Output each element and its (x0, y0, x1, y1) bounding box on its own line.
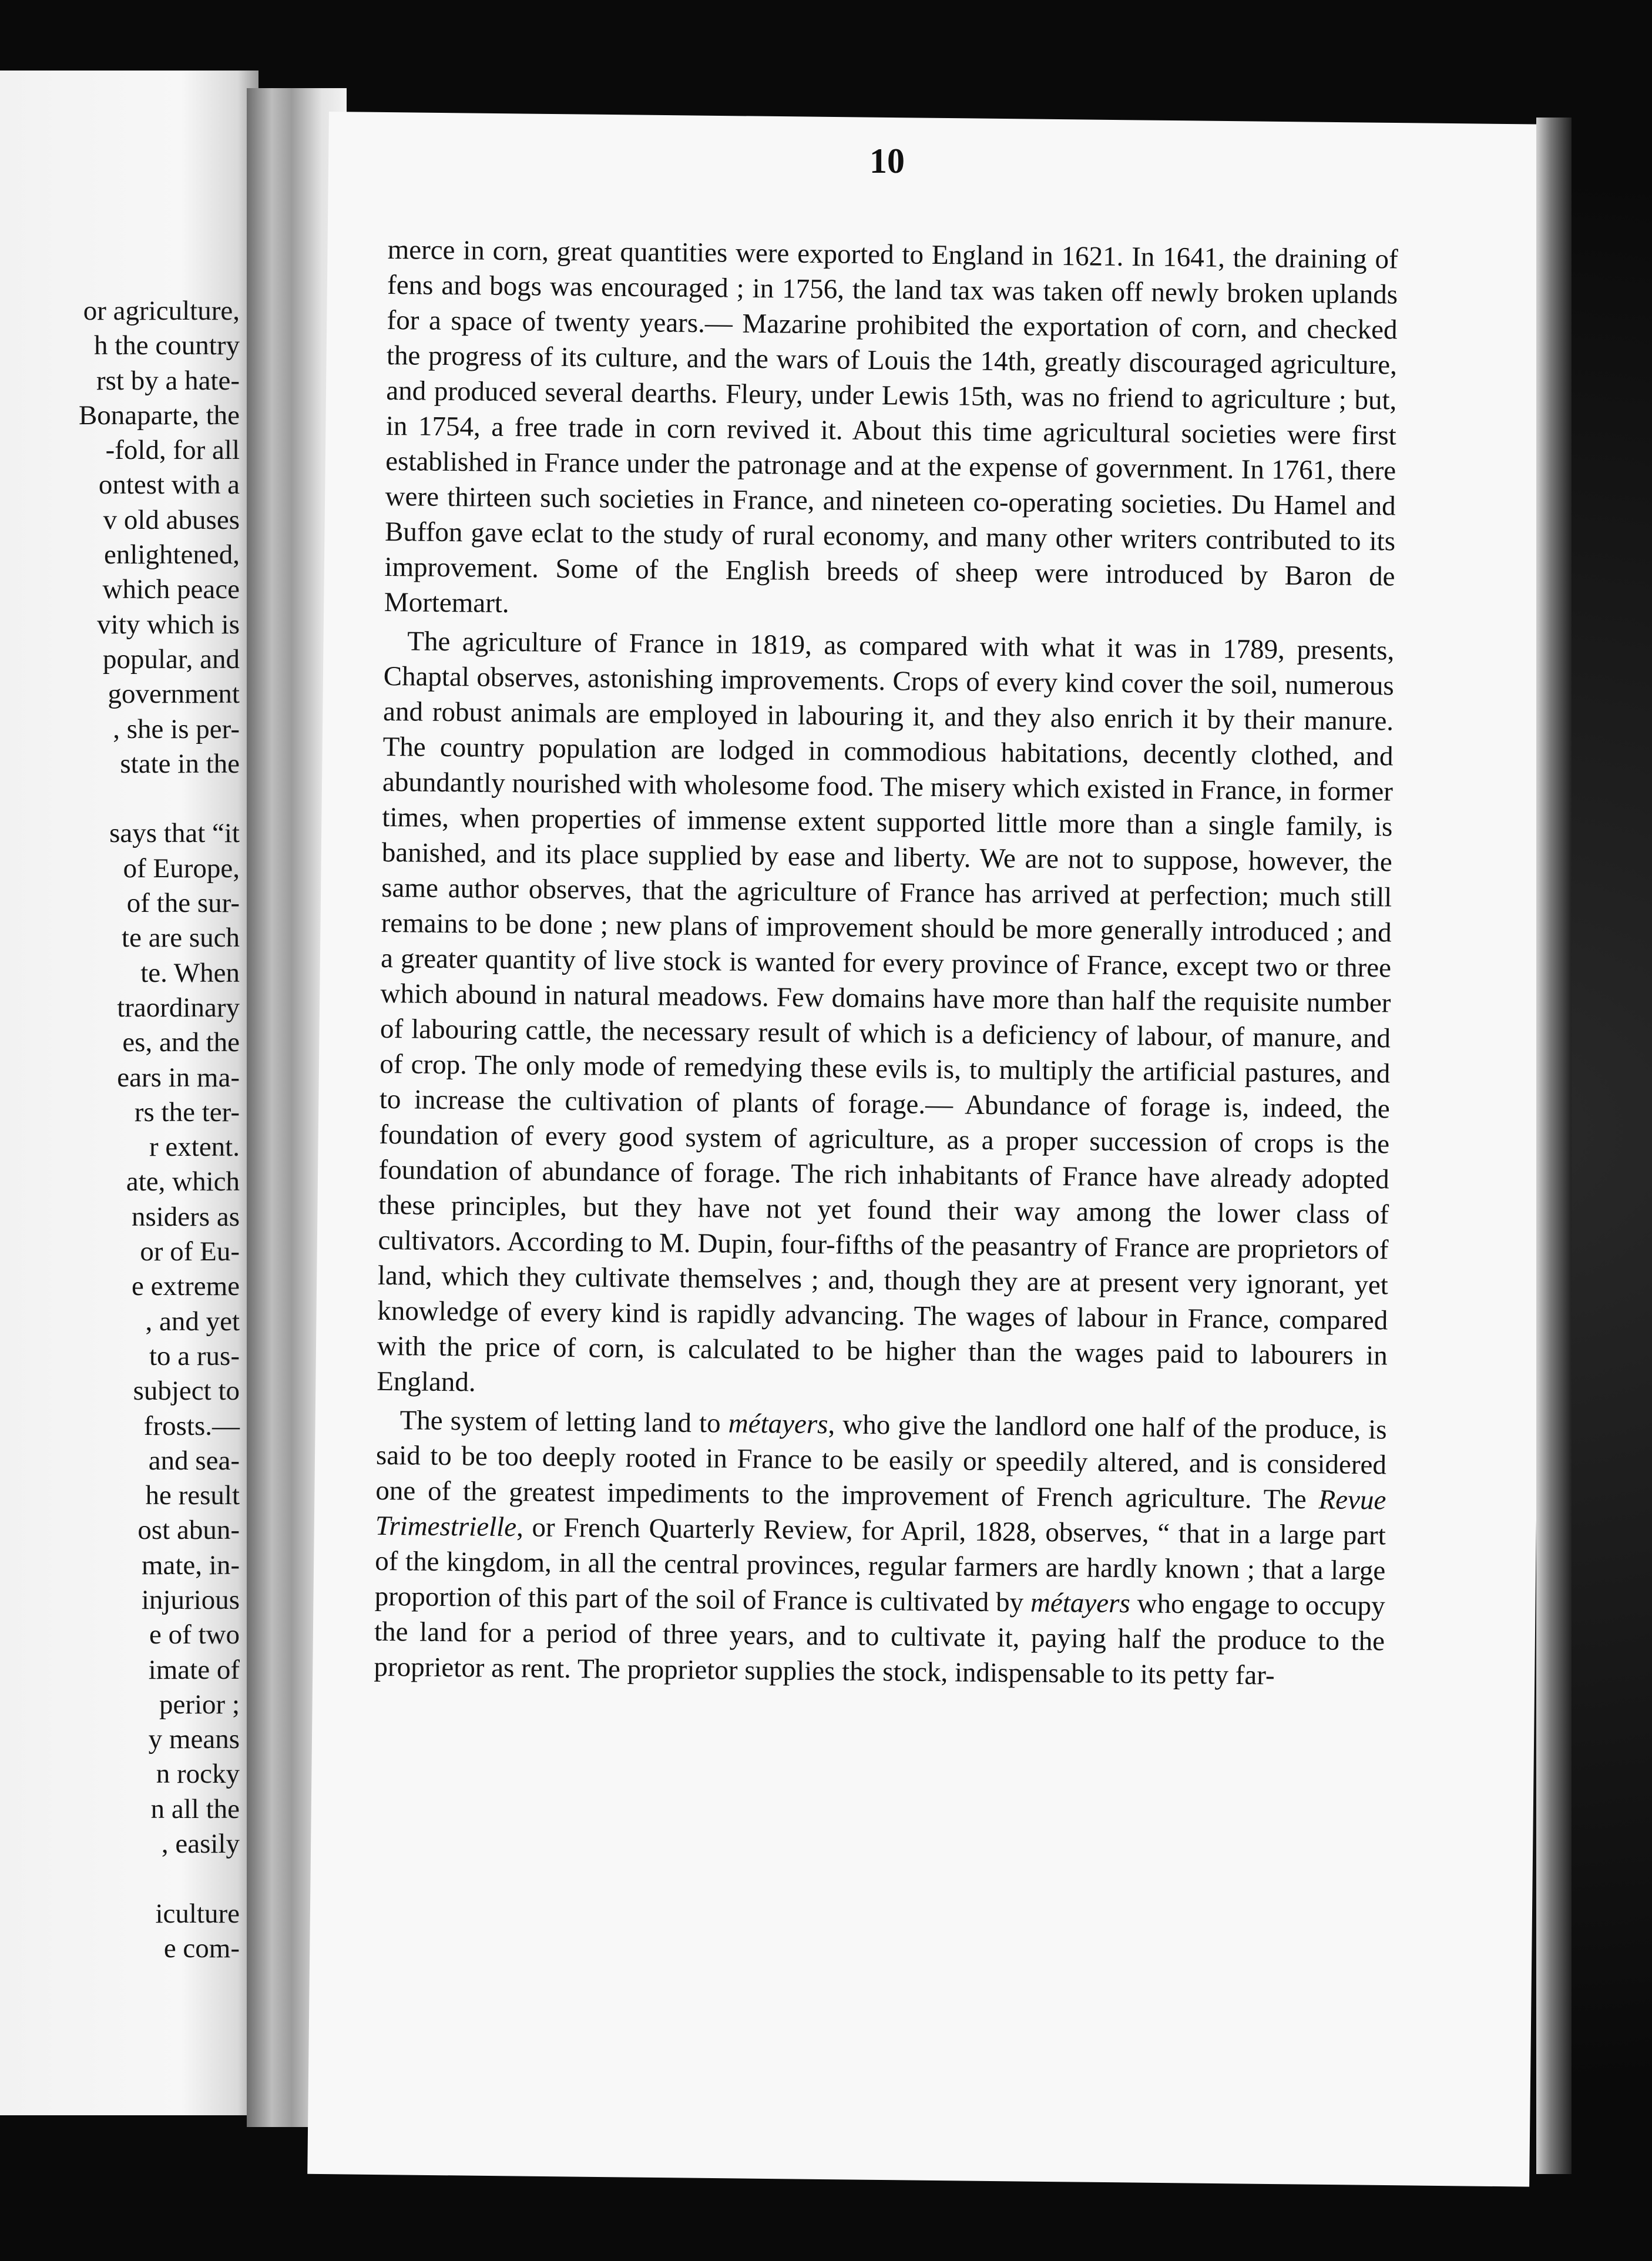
previous-page (0, 71, 258, 2115)
previous-page-line: iculture (155, 1898, 240, 1929)
previous-page-line: or agriculture, (83, 296, 240, 326)
previous-page-line: v old abuses (103, 504, 240, 535)
previous-page-line: government (108, 679, 240, 710)
previous-page-line: says that “it (109, 818, 240, 849)
previous-page-line: te. When (140, 957, 240, 988)
previous-page-line: frosts.— (143, 1410, 240, 1441)
previous-page-line: te are such (122, 922, 240, 954)
paragraph-3-text-a: The system of letting land to (399, 1405, 729, 1439)
previous-page-line: e com- (163, 1933, 240, 1964)
previous-page-line: nsiders as (131, 1201, 240, 1232)
previous-page-line: ontest with a (98, 469, 240, 501)
metayers-term: métayers (728, 1408, 828, 1440)
previous-page-line: Bonaparte, the (78, 400, 240, 431)
previous-page-line: mate, in- (141, 1549, 240, 1581)
page-edge-shadow (1536, 118, 1572, 2174)
revue-trimestrielle-title: Revue Trimestrielle (375, 1484, 1386, 1543)
page-number: 10 (869, 142, 905, 180)
previous-page-line: y means (148, 1724, 240, 1755)
previous-page-line (0, 1861, 240, 1896)
previous-page-text (0, 294, 240, 1966)
previous-page-line: rs the ter- (134, 1096, 240, 1128)
paragraph-3-text-b: , who give the landlord one half of the produce, is said to be too deeply rooted in France to be easily or speedily altered, and is considered one of the greatest impediments to the improvement of French agriculture. The (375, 1409, 1387, 1515)
previous-page-line: e extreme (132, 1271, 240, 1302)
previous-page-line: n rocky (156, 1759, 240, 1790)
previous-page-line: , and yet (145, 1306, 240, 1337)
paragraph-3-text-c: , or French Quarterly Review, for April, 1828, observes, “ that in a large part of the kingdom, in all the central provinces, regular farmers are hardly known ; that a large proportion of this part of the soil of France is cultivated by (374, 1512, 1386, 1618)
previous-page-line: imate of (148, 1654, 240, 1685)
previous-page-line: , easily (161, 1829, 240, 1860)
previous-page-line: es, and the (122, 1027, 240, 1058)
previous-page-line: n all the (150, 1793, 240, 1824)
previous-page-line: r extent. (149, 1132, 240, 1163)
paragraph-3-text-d: who engage to occupy the land for a period of three years, and to cultivate it, paying half the produce to the proprietor as rent. The proprietor supplies the stock, indispensable to its petty far- (374, 1588, 1385, 1691)
previous-page-line: or of Eu- (140, 1236, 240, 1267)
previous-page-line: rst by a hate- (96, 365, 240, 396)
previous-page-line: to a rus- (149, 1340, 240, 1371)
previous-page-line: e of two (149, 1619, 240, 1651)
previous-page-line: of Europe, (123, 853, 240, 884)
paragraph-2: The agriculture of France in 1819, as compared with what it was in 1789, presents, Chaptal observes, astonishing improvements. Crops of every kind cover the soil, numerous and robust animals are employed in labouring it, and they also enrich it by their manure. The country population are lodged in commodious habitations, decently clothed, and abundantly nourished with wholesome food. The misery which existed in France, in former times, when properties of immense extent supported little more than a single family, is banished, and its place supplied by ease and liberty. We are not to suppose, however, the same author observes, that the agriculture of France has arrived at perfection; much still remains to be done ; new plans of improvement should be more generally introduced ; and a greater quantity of live stock is wanted for every province of France, except two or three which abound in natural meadows. Few domains have more than half the requisite number of labouring cattle, the necessary result of which is a deficiency of labour, of manure, and of crop. The only mode of remedying these evils is, to multiply the artificial pastures, and to increase the cultivation of plants of forage.— Abundance of forage is, indeed, the foundation of every good system of agriculture, as a proper succession of crops is the foundation of abundance of forage. The rich inhabitants of France have already adopted these principles, but they have not yet found their way among the lower class of cultivators. According to M. Dupin, four-fifths of the peasantry of France are proprietors of land, which they cultivate themselves ; and, though they are at present very ignorant, yet knowledge of every kind is rapidly advancing. The wages of labour in France, compared with the price of corn, is calculated to be higher than the wages paid to labourers in England. (376, 626, 1395, 1398)
previous-page-line: ost abun- (137, 1515, 240, 1546)
metayers-term-2: métayers (1030, 1587, 1131, 1619)
previous-page-line: state in the (120, 748, 240, 779)
previous-page-line: -fold, for all (105, 435, 240, 466)
paragraph-1: merce in corn, great quantities were exported to England in 1621. In 1641, the draining of fens and bogs was encouraged ; in 1756, the land tax was taken off newly broken uplands for a space of twenty years.— Mazarine prohibited the exportation of corn, and checked the progress of its culture, and the wars of Louis the 14th, greatly discouraged agriculture, and produced several dearths. Fleury, under Lewis 15th, was no friend to agriculture ; but, in 1754, a free trade in corn revived it. About this time agricultural societies were first established in France under the patronage and at the expense of government. In 1761, there were thirteen such societies in France, and nineteen co-operating societies. Du Hamel and Buffon gave eclat to the study of rural economy, and many other writers contributed to its improvement. Some of the English breeds of sheep were introduced by Baron de Mortemart. (384, 234, 1398, 619)
previous-page-line: which peace (102, 574, 240, 605)
paragraph-3 (374, 1403, 1387, 1694)
previous-page-line: h the country (94, 330, 240, 361)
page-body (374, 232, 1398, 1694)
previous-page-line: of the sur- (126, 888, 240, 919)
previous-page-line: enlightened, (103, 539, 240, 571)
previous-page-line: he result (145, 1480, 240, 1511)
previous-page-line: ears in ma- (117, 1062, 240, 1093)
previous-page-line: vity which is (97, 609, 240, 640)
previous-page-line: and sea- (148, 1445, 240, 1476)
previous-page-line: ate, which (126, 1166, 240, 1197)
previous-page-line: subject to (133, 1376, 240, 1407)
previous-page-line: injurious (141, 1584, 240, 1615)
previous-page-line: , she is per- (113, 713, 240, 744)
previous-page-line: perior ; (159, 1689, 240, 1720)
previous-page-line: popular, and (102, 643, 240, 675)
previous-page-line (0, 781, 240, 816)
previous-page-line: traordinary (117, 992, 240, 1023)
